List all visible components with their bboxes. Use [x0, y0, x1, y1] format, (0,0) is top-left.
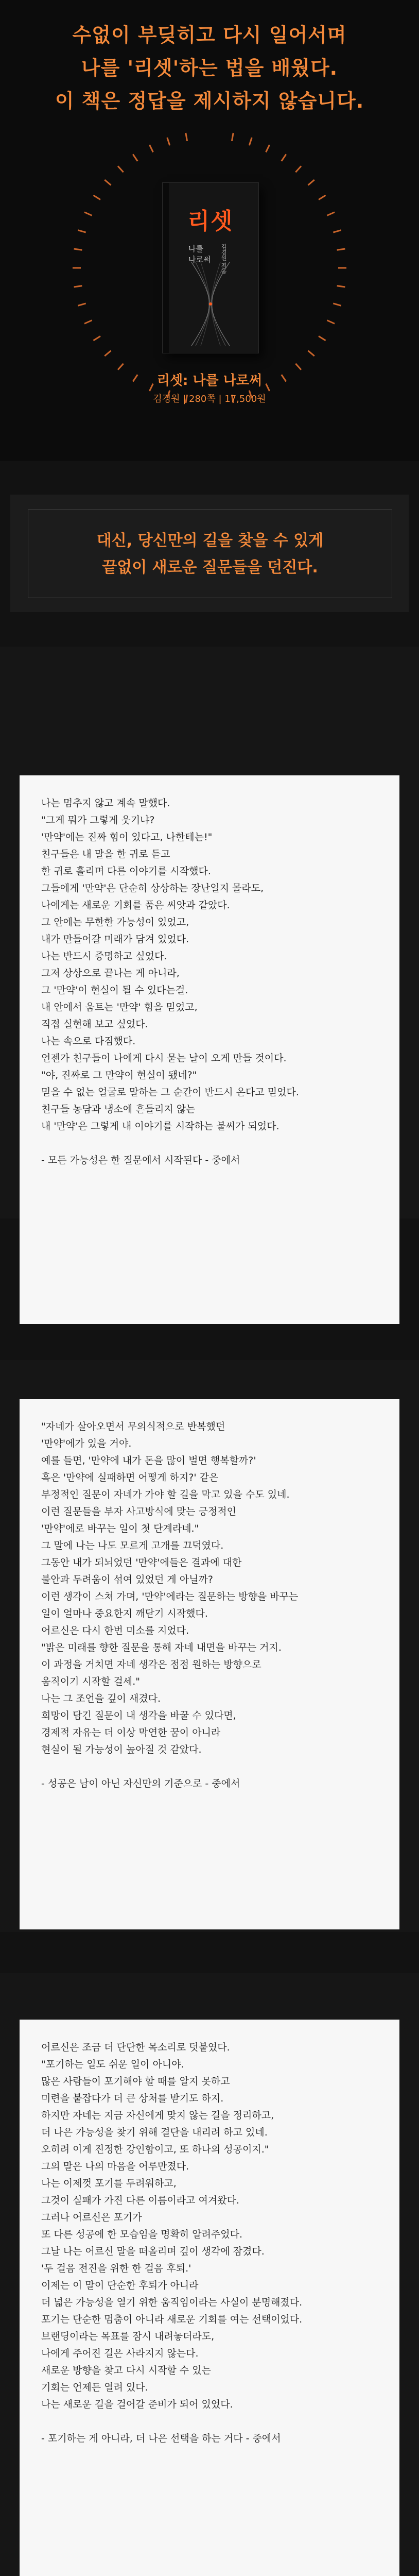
hero-tick-mark — [93, 195, 100, 199]
excerpt-text-1 — [41, 795, 381, 1169]
excerpt-line: 더 나은 가능성을 찾기 위해 결단을 내리려 하고 있네. — [41, 2127, 268, 2138]
book-cover-subtitle-line-1: 나를 — [188, 244, 203, 253]
excerpt-line: 그의 말은 나의 마음을 어루만졌다. — [41, 2161, 189, 2172]
hero-tick-mark — [333, 303, 341, 306]
excerpt-source: - 포기하는 게 아니라, 더 나은 선택을 하는 거다 - 중에서 — [41, 2433, 281, 2444]
excerpt-line: 하지만 자네는 지금 자신에게 맞지 않는 길을 정리하고, — [41, 2110, 274, 2121]
excerpt-line: 나는 반드시 증명하고 싶었다. — [41, 951, 167, 962]
hero-line-1: 수없이 부딪히고 다시 일어서며 — [72, 24, 347, 46]
excerpt-line: 현실이 될 가능성이 높아질 것 같았다. — [41, 1744, 202, 1755]
hero-tick-mark — [232, 133, 233, 141]
excerpt-line: 내가 만들어갈 미래가 담겨 있었다. — [41, 934, 189, 945]
excerpt-line: 어르신은 다시 한번 미소를 지었다. — [41, 1625, 189, 1636]
hero-headline — [0, 19, 419, 117]
excerpt-line: 희망이 담긴 질문이 내 생각을 바꿀 수 있다면, — [41, 1710, 236, 1721]
excerpt-line: 언젠가 친구들이 나에게 다시 묻는 날이 오게 만들 것이다. — [41, 1053, 287, 1064]
hero-tick-mark — [266, 145, 270, 152]
hero-tick-mark — [295, 364, 301, 370]
hero-tick-mark — [118, 364, 124, 370]
excerpt-line: "밝은 미래를 향한 질문을 통해 자네 내면을 바꾸는 거지. — [41, 1642, 282, 1653]
hero-tick-mark — [249, 138, 252, 145]
excerpt-line: 포기는 단순한 멈춤이 아니라 새로운 기회를 여는 선택이었다. — [41, 2314, 303, 2325]
excerpt-source: - 모든 가능성은 한 질문에서 시작된다 - 중에서 — [41, 1155, 240, 1166]
excerpt-line: 많은 사람들이 포기해야 할 때를 알지 못하고 — [41, 2076, 230, 2087]
excerpt-line: 부정적인 질문이 자네가 가야 할 길을 막고 있을 수도 있네. — [41, 1489, 290, 1500]
excerpt-line: 그 '만약'이 현실이 될 수 있다는걸. — [41, 985, 188, 996]
excerpt-line: 그동안 내가 되뇌었던 '만약'에들은 결과에 대한 — [41, 1557, 242, 1568]
hero-tick-mark — [133, 154, 137, 161]
excerpt-line: 새로운 방향을 찾고 다시 시작할 수 있는 — [41, 2365, 211, 2376]
excerpt-line: 어르신은 조금 더 단단한 목소리로 덧붙였다. — [41, 2042, 230, 2053]
hero-tick-mark — [319, 336, 326, 340]
excerpt-line: 오히려 이게 진정한 강인함이고, 또 하나의 성공이지." — [41, 2144, 269, 2155]
excerpt-line: 이제는 이 말이 단순한 후퇴가 아니라 — [41, 2280, 199, 2291]
excerpt-line: 한 귀로 흘리며 다른 이야기를 시작했다. — [41, 866, 211, 877]
hero-tick-mark — [282, 154, 286, 161]
excerpt-line: 나는 새로운 길을 걸어갈 준비가 되어 있었다. — [41, 2399, 233, 2410]
excerpt-line: '만약'에로 바꾸는 일이 첫 단계라네." — [41, 1523, 199, 1534]
hero-tick-mark — [78, 303, 85, 306]
hero-tick-mark — [186, 133, 187, 141]
hero-tick-mark — [104, 180, 111, 185]
excerpt-line: 그러나 어르신은 포기가 — [41, 2212, 142, 2223]
excerpt-text-2 — [41, 1418, 381, 1792]
excerpt-line: 이 과정을 거치면 자네 생각은 점점 원하는 방향으로 — [41, 1659, 261, 1670]
book-cover-subtitle-line-2: 나로써 — [188, 255, 211, 264]
hero-tick-mark — [104, 351, 111, 356]
excerpt-line: 기회는 언제든 열려 있다. — [41, 2382, 148, 2393]
banner-section — [10, 495, 409, 612]
hero-tick-mark — [333, 230, 341, 232]
hero-line-2: 나를 '리셋'하는 법을 배웠다. — [81, 57, 338, 79]
hero-tick-mark — [84, 320, 92, 324]
excerpt-line: 그것이 실패가 가진 다른 이름이라고 여겨왔다. — [41, 2195, 239, 2206]
excerpt-line: 나는 그 조언을 깊이 새겼다. — [41, 1693, 161, 1704]
excerpt-line: 나는 멈추지 않고 계속 말했다. — [41, 798, 170, 809]
hero-tick-mark — [308, 351, 315, 356]
excerpt-line: 그 안에는 무한한 가능성이 있었고, — [41, 917, 189, 928]
excerpt-line: 나는 이제껏 포기를 두려워하고, — [41, 2178, 177, 2189]
book-meta: 김경원 | 280쪽 | 17,500원 — [153, 394, 266, 404]
banner-frame — [28, 510, 392, 598]
excerpt-line: 친구들 농담과 냉소에 흔들리지 않는 — [41, 1104, 196, 1115]
hero-tick-mark — [118, 166, 124, 172]
banner-line-1: 대신, 당신만의 길을 찾을 수 있게 — [96, 532, 324, 550]
hero-tick-mark — [74, 286, 82, 287]
excerpt-line: 내 안에서 움트는 '만약' 힘을 믿었고, — [41, 1002, 198, 1013]
excerpt-line: 일이 얼마나 중요한지 깨닫기 시작했다. — [41, 1608, 208, 1619]
excerpt-line: 혹은 '만약에 실패하면 어떻게 하지?' 같은 — [41, 1472, 219, 1483]
excerpt-line: 직접 실현해 보고 싶었다. — [41, 1019, 148, 1030]
excerpt-line: '두 걸음 전진을 위한 한 걸음 후퇴.' — [41, 2263, 191, 2274]
excerpt-line: 브랜딩이라는 목표를 잠시 내려놓더라도, — [41, 2331, 215, 2342]
excerpt-card-2 — [20, 1399, 399, 1929]
hourglass-illustration — [188, 260, 233, 348]
excerpt-line: '만약'에가 있을 거야. — [41, 1438, 132, 1449]
hero-tick-mark — [327, 212, 335, 216]
hero-tick-mark — [337, 249, 345, 250]
hero-tick-mark — [319, 195, 326, 199]
excerpt-line: 믿을 수 없는 얼굴로 말하는 그 순간이 반드시 온다고 믿었다. — [41, 1087, 299, 1098]
hero-tick-mark — [84, 212, 92, 216]
hero-tick-mark — [337, 286, 345, 287]
hero-section — [0, 0, 419, 461]
excerpt-card-1 — [20, 775, 399, 1324]
hero-tick-mark — [327, 320, 335, 324]
excerpt-line: 경제적 자유는 더 이상 막연한 꿈이 아니라 — [41, 1727, 221, 1738]
excerpt-text-3 — [41, 2039, 381, 2447]
excerpt-line: 또 다른 성공에 한 모습임을 명확히 알려주었다. — [41, 2229, 243, 2240]
excerpt-line: 미련을 붙잡다가 더 큰 상처를 받기도 하지. — [41, 2093, 224, 2104]
excerpt-line: "그게 뭐가 그렇게 웃기냐? — [41, 815, 155, 826]
excerpt-line: 불안과 두려움이 섞여 있었던 게 아닐까? — [41, 1574, 213, 1585]
excerpt-line: 그날 나는 어르신 말을 떠올리며 깊이 생각에 잠겼다. — [41, 2246, 265, 2257]
excerpt-line: '만약'에는 진짜 힘이 있다고, 나한테는!" — [41, 832, 213, 843]
excerpt-line: "포기하는 일도 쉬운 일이 아니야. — [41, 2059, 184, 2070]
excerpt-line: 그 말에 나는 나도 모르게 고개를 끄덕였다. — [41, 1540, 224, 1551]
hero-tick-mark — [167, 138, 170, 145]
excerpt-line: 친구들은 내 말을 한 귀로 듣고 — [41, 849, 170, 860]
banner-line-2: 끝없이 새로운 질문들을 던진다. — [102, 558, 318, 577]
excerpt-line: 움직이기 시작할 걸세." — [41, 1676, 141, 1687]
banner-text — [28, 528, 392, 581]
excerpt-line: 나에게는 새로운 기회를 품은 씨앗과 같았다. — [41, 900, 230, 911]
excerpt-line: "자네가 살아오면서 무의식적으로 반복했던 — [41, 1421, 225, 1432]
hero-tick-mark — [295, 166, 301, 172]
excerpt-line: 이런 생각이 스쳐 가며, '만약'에라는 질문하는 방향을 바꾸는 — [41, 1591, 299, 1602]
hero-tick-mark — [308, 180, 315, 185]
hero-tick-mark — [149, 145, 153, 152]
hero-line-3: 이 책은 정답을 제시하지 않습니다. — [55, 90, 364, 112]
excerpt-line: 나에게 주어진 길은 사라지지 않는다. — [41, 2348, 199, 2359]
excerpt-line: 내 '만약'은 그렇게 내 이야기를 시작하는 불씨가 되었다. — [41, 1121, 280, 1132]
excerpt-line: 그들에게 '만약'은 단순히 상상하는 장난일지 몰라도, — [41, 883, 264, 894]
hero-tick-mark — [74, 249, 82, 250]
book-cover-title: 리셋 — [187, 208, 234, 234]
excerpt-source: - 성공은 남이 아닌 자신만의 기준으로 - 중에서 — [41, 1778, 240, 1789]
hero-tick-mark — [78, 230, 85, 232]
book-cover-author: 김경원 지음 — [220, 244, 227, 274]
excerpt-card-3 — [20, 2020, 399, 2576]
book-cover — [163, 183, 258, 353]
excerpt-line: 나는 속으로 다짐했다. — [41, 1036, 136, 1047]
book-caption: 리셋: 나를 나로써 — [156, 373, 263, 388]
excerpt-line: 더 넓은 가능성을 열기 위한 움직임이라는 사실이 분명해졌다. — [41, 2297, 303, 2308]
excerpt-line: 예를 들면, '만약에 내가 돈을 많이 벌면 행복할까?' — [41, 1455, 256, 1466]
excerpt-line: 이런 질문들을 부자 사고방식에 맞는 긍정적인 — [41, 1506, 236, 1517]
excerpt-line: 그저 상상으로 끝나는 게 아니라, — [41, 968, 180, 979]
hero-tick-mark — [93, 336, 100, 340]
excerpt-line: "야, 진짜로 그 만약이 현실이 됐네?" — [41, 1070, 197, 1081]
